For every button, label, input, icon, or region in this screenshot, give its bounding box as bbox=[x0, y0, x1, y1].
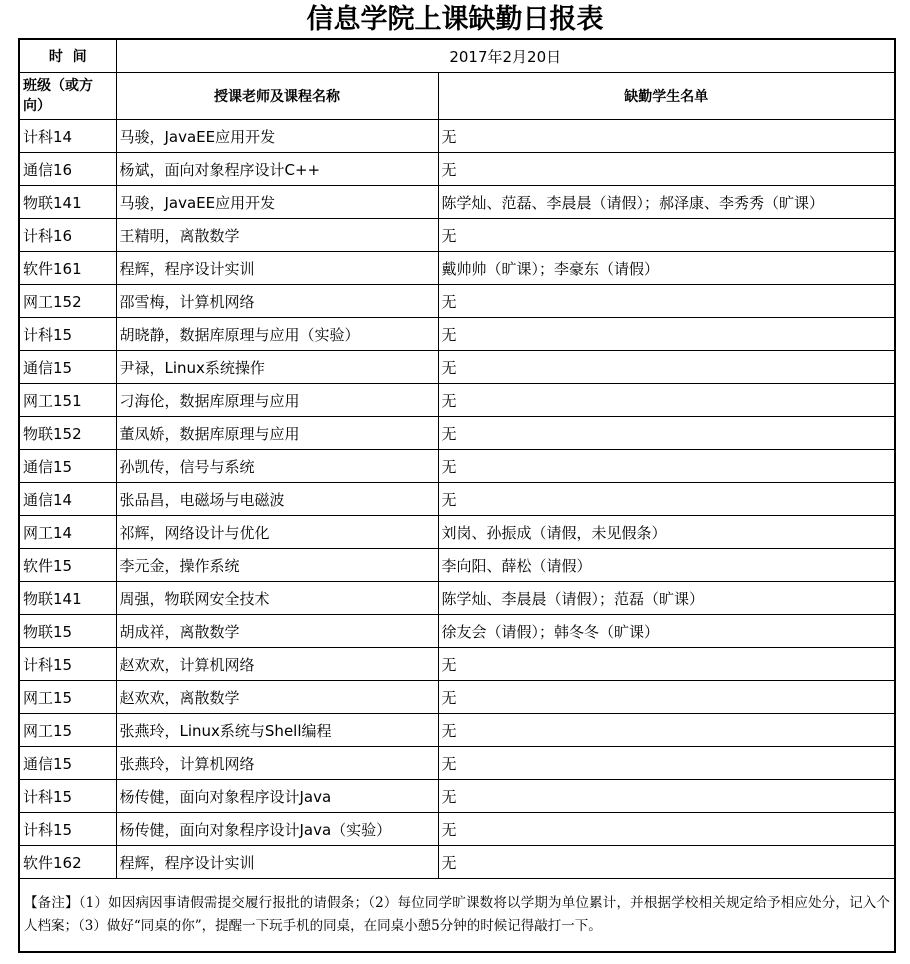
course-cell: 李元金，操作系统 bbox=[116, 549, 438, 582]
course-cell: 胡晓静，数据库原理与应用（实验） bbox=[116, 318, 438, 351]
class-cell: 网工14 bbox=[19, 516, 116, 549]
absent-cell: 无 bbox=[438, 384, 895, 417]
absent-cell: 戴帅帅（旷课）；李豪东（请假） bbox=[438, 252, 895, 285]
course-cell: 胡成祥，离散数学 bbox=[116, 615, 438, 648]
table-row bbox=[19, 747, 895, 780]
course-cell: 张燕玲，计算机网络 bbox=[116, 747, 438, 780]
absent-cell: 无 bbox=[438, 714, 895, 747]
class-cell: 计科15 bbox=[19, 780, 116, 813]
course-cell: 杨传健，面向对象程序设计Java bbox=[116, 780, 438, 813]
class-cell: 计科14 bbox=[19, 120, 116, 153]
absent-cell: 无 bbox=[438, 747, 895, 780]
absent-cell: 无 bbox=[438, 483, 895, 516]
absent-cell: 李向阳、薛松（请假） bbox=[438, 549, 895, 582]
absent-cell: 无 bbox=[438, 351, 895, 384]
class-cell: 网工152 bbox=[19, 285, 116, 318]
absent-cell: 无 bbox=[438, 417, 895, 450]
absent-cell: 无 bbox=[438, 780, 895, 813]
class-cell: 网工15 bbox=[19, 714, 116, 747]
absent-cell: 无 bbox=[438, 648, 895, 681]
course-cell: 王精明，离散数学 bbox=[116, 219, 438, 252]
class-cell: 物联141 bbox=[19, 582, 116, 615]
absent-cell: 无 bbox=[438, 813, 895, 846]
table-row bbox=[19, 318, 895, 351]
course-cell: 赵欢欢，计算机网络 bbox=[116, 648, 438, 681]
time-label: 时 间 bbox=[19, 39, 116, 73]
course-cell: 张品昌，电磁场与电磁波 bbox=[116, 483, 438, 516]
table-row bbox=[19, 780, 895, 813]
course-cell: 张燕玲，Linux系统与Shell编程 bbox=[116, 714, 438, 747]
absent-cell: 无 bbox=[438, 285, 895, 318]
table-row bbox=[19, 681, 895, 714]
class-cell: 物联141 bbox=[19, 186, 116, 219]
table-row bbox=[19, 252, 895, 285]
absent-cell: 无 bbox=[438, 681, 895, 714]
class-cell: 网工15 bbox=[19, 681, 116, 714]
table-row bbox=[19, 219, 895, 252]
table-row bbox=[19, 153, 895, 186]
class-cell: 网工151 bbox=[19, 384, 116, 417]
absent-cell: 陈学灿、范磊、李晨晨（请假）；郝泽康、李秀秀（旷课） bbox=[438, 186, 895, 219]
table-row bbox=[19, 813, 895, 846]
course-cell: 马骏，JavaEE应用开发 bbox=[116, 120, 438, 153]
table-row bbox=[19, 384, 895, 417]
absent-cell: 无 bbox=[438, 450, 895, 483]
attendance-table bbox=[18, 38, 896, 953]
report-title: 信息学院上课缺勤日报表 bbox=[306, 4, 604, 35]
class-cell: 计科15 bbox=[19, 648, 116, 681]
course-cell: 祁辉，网络设计与优化 bbox=[116, 516, 438, 549]
course-cell: 邵雪梅，计算机网络 bbox=[116, 285, 438, 318]
class-cell: 通信15 bbox=[19, 351, 116, 384]
table-row bbox=[19, 120, 895, 153]
note-row bbox=[19, 879, 895, 953]
class-cell: 物联15 bbox=[19, 615, 116, 648]
header-absent: 缺勤学生名单 bbox=[438, 73, 895, 120]
table-row bbox=[19, 450, 895, 483]
class-cell: 软件161 bbox=[19, 252, 116, 285]
course-cell: 尹禄，Linux系统操作 bbox=[116, 351, 438, 384]
absent-cell: 徐友会（请假）；韩冬冬（旷课） bbox=[438, 615, 895, 648]
table-row bbox=[19, 582, 895, 615]
header-row bbox=[19, 73, 895, 120]
class-cell: 通信14 bbox=[19, 483, 116, 516]
class-cell: 通信15 bbox=[19, 747, 116, 780]
absent-cell: 无 bbox=[438, 153, 895, 186]
header-teacher-course: 授课老师及课程名称 bbox=[116, 73, 438, 120]
class-cell: 物联152 bbox=[19, 417, 116, 450]
course-cell: 刁海伦，数据库原理与应用 bbox=[116, 384, 438, 417]
class-cell: 计科15 bbox=[19, 318, 116, 351]
course-cell: 周强，物联网安全技术 bbox=[116, 582, 438, 615]
course-cell: 董凤娇，数据库原理与应用 bbox=[116, 417, 438, 450]
absent-cell: 无 bbox=[438, 318, 895, 351]
class-cell: 计科15 bbox=[19, 813, 116, 846]
absent-cell: 无 bbox=[438, 846, 895, 879]
class-cell: 软件15 bbox=[19, 549, 116, 582]
table-row bbox=[19, 285, 895, 318]
table-row bbox=[19, 846, 895, 879]
course-cell: 赵欢欢，离散数学 bbox=[116, 681, 438, 714]
absent-cell: 无 bbox=[438, 120, 895, 153]
header-class: 班级（或方向） bbox=[19, 73, 116, 120]
course-cell: 孙凯传，信号与系统 bbox=[116, 450, 438, 483]
report-date: 2017年2月20日 bbox=[116, 39, 895, 73]
date-row bbox=[19, 39, 895, 73]
class-cell: 计科16 bbox=[19, 219, 116, 252]
table-row bbox=[19, 516, 895, 549]
table-row bbox=[19, 351, 895, 384]
table-row bbox=[19, 714, 895, 747]
course-cell: 杨斌，面向对象程序设计C++ bbox=[116, 153, 438, 186]
table-row bbox=[19, 549, 895, 582]
table-row bbox=[19, 483, 895, 516]
class-cell: 通信15 bbox=[19, 450, 116, 483]
absent-cell: 陈学灿、李晨晨（请假）；范磊（旷课） bbox=[438, 582, 895, 615]
course-cell: 马骏，JavaEE应用开发 bbox=[116, 186, 438, 219]
table-row bbox=[19, 417, 895, 450]
table-row bbox=[19, 615, 895, 648]
course-cell: 程辉，程序设计实训 bbox=[116, 846, 438, 879]
absent-cell: 刘岗、孙振成（请假，未见假条） bbox=[438, 516, 895, 549]
table-row bbox=[19, 186, 895, 219]
note-text: 【备注】（1）如因病因事请假需提交履行报批的请假条；（2）每位同学旷课数将以学期为单位累计，并根据学校相关规定给予相应处分，记入个人档案；（3）做好“同桌的你”，提醒一下玩手机的同桌，在同桌小憩5分钟的时候记得敲打一下。 bbox=[19, 879, 895, 953]
table-row bbox=[19, 648, 895, 681]
class-cell: 通信16 bbox=[19, 153, 116, 186]
course-cell: 杨传健，面向对象程序设计Java（实验） bbox=[116, 813, 438, 846]
course-cell: 程辉，程序设计实训 bbox=[116, 252, 438, 285]
class-cell: 软件162 bbox=[19, 846, 116, 879]
absent-cell: 无 bbox=[438, 219, 895, 252]
